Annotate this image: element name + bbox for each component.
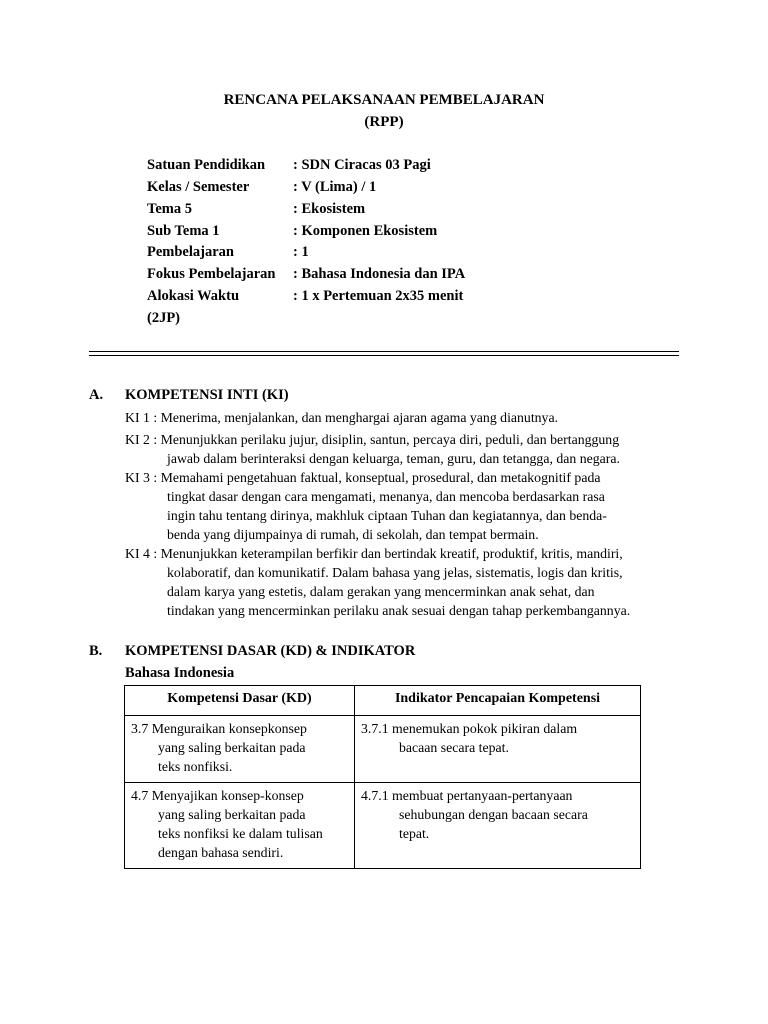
ki-item bbox=[125, 430, 680, 468]
kd-table bbox=[124, 685, 641, 869]
ki-line: KI 2 : Menunjukkan perilaku jujur, disiplin, santun, percaya diri, peduli, dan bertanggung bbox=[125, 432, 620, 447]
identity-value: : SDN Ciracas 03 Pagi bbox=[293, 157, 431, 173]
identity-label: Tema 5 bbox=[147, 201, 192, 217]
identity-value: : Ekosistem bbox=[293, 201, 366, 217]
subject-heading: Bahasa Indonesia bbox=[125, 665, 235, 681]
indikator-line: bacaan secara tepat. bbox=[399, 740, 509, 755]
identity-value: : Komponen Ekosistem bbox=[293, 223, 438, 239]
identity-label: Fokus Pembelajaran bbox=[147, 266, 276, 282]
ki-line: dalam karya yang estetis, dalam gerakan yang mencerminkan anak sehat, dan bbox=[167, 584, 595, 599]
identity-label: Kelas / Semester bbox=[147, 179, 250, 195]
indikator-line: sehubungan dengan bacaan secara bbox=[399, 807, 588, 822]
section-a-title: KOMPETENSI INTI (KI) bbox=[125, 387, 289, 403]
section-b-letter: B. bbox=[89, 643, 103, 659]
kd-cell bbox=[125, 783, 355, 869]
identity-label: Pembelajaran bbox=[147, 244, 234, 260]
identity-value: : Bahasa Indonesia dan IPA bbox=[293, 266, 466, 282]
table-row bbox=[125, 716, 641, 783]
section-a-letter: A. bbox=[89, 387, 104, 403]
ki-line: tindakan yang mencerminkan perilaku anak sesuai dengan tahap perkembangannya. bbox=[167, 603, 631, 618]
ki-line: benda yang dijumpainya di rumah, di sekolah, dan tempat bermain. bbox=[167, 527, 539, 542]
identity-label: Satuan Pendidikan bbox=[147, 157, 266, 173]
kd-line: yang saling berkaitan pada bbox=[158, 740, 306, 755]
divider-line bbox=[89, 355, 679, 356]
ki-item bbox=[125, 544, 680, 620]
ki-line: tingkat dasar dengan cara mengamati, menanya, dan mencoba berdasarkan rasa bbox=[167, 489, 605, 504]
document-title: RENCANA PELAKSANAAN PEMBELAJARAN bbox=[223, 92, 545, 108]
indikator-cell bbox=[355, 783, 641, 869]
column-header-indikator: Indikator Pencapaian Kompetensi bbox=[355, 686, 641, 716]
ki-line: KI 4 : Menunjukkan keterampilan berfikir dan bertindak kreatif, produktif, kritis, mandiri, bbox=[125, 546, 623, 561]
identity-label: (2JP) bbox=[147, 310, 181, 326]
identity-value: : 1 bbox=[293, 244, 309, 260]
section-b-title: KOMPETENSI DASAR (KD) & INDIKATOR bbox=[125, 643, 416, 659]
identity-label: Alokasi Waktu bbox=[147, 288, 240, 304]
ki-item bbox=[125, 408, 680, 427]
indikator-line: 4.7.1 membuat pertanyaan-pertanyaan bbox=[361, 788, 573, 803]
identity-value: : V (Lima) / 1 bbox=[293, 179, 377, 195]
document-subtitle: (RPP) bbox=[364, 114, 404, 130]
identity-label: Sub Tema 1 bbox=[147, 223, 220, 239]
kd-cell bbox=[125, 716, 355, 783]
indikator-cell bbox=[355, 716, 641, 783]
ki-line: KI 1 : Menerima, menjalankan, dan menghargai ajaran agama yang dianutnya. bbox=[125, 410, 559, 425]
kd-line: teks nonfiksi ke dalam tulisan bbox=[158, 826, 323, 841]
kd-line: yang saling berkaitan pada bbox=[158, 807, 306, 822]
ki-line: kolaboratif, dan komunikatif. Dalam bahasa yang jelas, sistematis, logis dan kritis, bbox=[167, 565, 623, 580]
ki-line: KI 3 : Memahami pengetahuan faktual, konseptual, prosedural, dan metakognitif pada bbox=[125, 470, 601, 485]
divider-line bbox=[89, 351, 679, 352]
kd-line: dengan bahasa sendiri. bbox=[158, 845, 284, 860]
identity-value: : 1 x Pertemuan 2x35 menit bbox=[293, 288, 464, 304]
ki-item bbox=[125, 468, 680, 544]
kd-line: 4.7 Menyajikan konsep-konsep bbox=[131, 788, 304, 803]
column-header-kd: Kompetensi Dasar (KD) bbox=[125, 686, 355, 716]
table-header-row bbox=[125, 686, 641, 716]
ki-line: jawab dalam berinteraksi dengan keluarga, teman, guru, dan tetangga, dan negara. bbox=[167, 451, 620, 466]
indikator-line: 3.7.1 menemukan pokok pikiran dalam bbox=[361, 721, 578, 736]
ki-line: ingin tahu tentang dirinya, makhluk ciptaan Tuhan dan kegiatannya, dan benda- bbox=[167, 508, 607, 523]
kd-line: 3.7 Menguraikan konsepkonsep bbox=[131, 721, 307, 736]
kd-line: teks nonfiksi. bbox=[158, 759, 233, 774]
indikator-line: tepat. bbox=[399, 826, 430, 841]
table-row bbox=[125, 783, 641, 869]
